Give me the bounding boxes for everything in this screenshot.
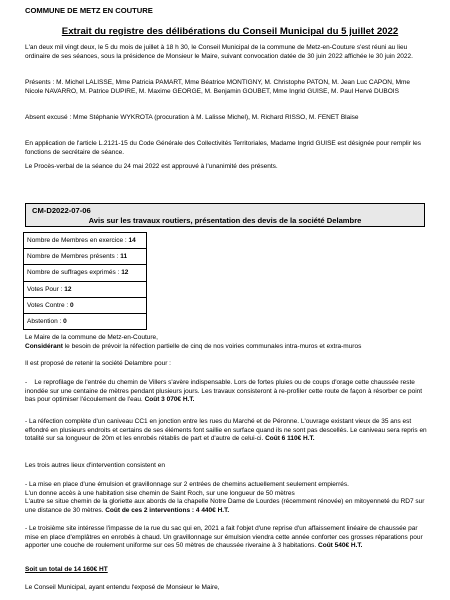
secretary-paragraph: En application de l'article L.2121-15 du Code Générale des Collectivités Territoriales, Madame Ingrid GUISE est désignée pour remplir les fonctions de secrétaire de séance.: [25, 140, 422, 156]
document-title: Extrait du registre des délibérations du Conseil Municipal du 5 juillet 2022: [61, 26, 399, 37]
vote-cell: [24, 249, 147, 265]
table-row: [24, 281, 147, 297]
table-row: [24, 233, 147, 249]
presents-paragraph: Présents : M. Michel LALISSE, Mme Patricia PAMART, Mme Béatrice MONTIGNY, M. Christophe PATON, M. Jean Luc CAPON, Mme Nicole NAVARRO, M. Patrice DUPIRE, M. Maxime GEORGE, M. Benjamin GOUBET, Mme Ingrid GUISE, M. Paul Hervé DUBOIS: [25, 79, 411, 95]
proposal-paragraph: Il est proposé de retenir la société Delambre pour :: [25, 360, 171, 367]
commune-header: COMMUNE DE METZ EN COUTURE: [25, 6, 153, 15]
total-line: Soit un total de 14 160€ HT: [25, 566, 108, 573]
vote-value: 0: [70, 301, 74, 309]
vote-value: 11: [120, 253, 128, 261]
vote-cell: [24, 313, 147, 329]
item-3-text-c: L'autre se situe chemin de la gloriette aux abords de la chapelle Notre Dame de Lourdes (récemment rénovée) en mitoyenneté du RD7 sur une distance de 30 mètres.: [25, 498, 425, 514]
item-3-text-b: L'un donne accès à une habitation sise chemin de Saint Roch, sur une longueur de 50 mètres: [25, 489, 295, 497]
item-3-text-a: La mise en place d'une émulsion et gravillonnage sur 2 entrées de chemins actuellement seulement empierrés.: [28, 481, 349, 488]
table-row: [24, 265, 147, 281]
deliberation-subject: Avis sur les travaux routiers, présentation des devis de la société Delambre: [88, 216, 362, 225]
considering-text: le besoin de prévoir la réfection partielle de cinq de nos voiries communales intra-muros et extra-muros: [62, 342, 362, 350]
mayor-line: Le Maire de la commune de Metz-en-Couture,: [25, 334, 158, 341]
item-3-paragraph: - La mise en place d'une émulsion et gravillonnage sur 2 entrées de chemins actuellement seulement empierrés. L'un donne accès à une habitation sise chemin de Saint Roch, sur une longueur de 50 mètres L'autre se situe chemin de la gloriette aux abords de la chapelle Notre Dame de Lourdes (récemment rénovée) en mitoyenneté du RD7 sur une distance de 30 mètres. Coût de ces 2 interventions : 4 440€ H.T.: [25, 481, 425, 514]
table-row: [24, 249, 147, 265]
vote-label: Abstention :: [27, 318, 62, 326]
vote-table: [23, 232, 147, 330]
item-4-cost: Coût 540€ H.T.: [318, 542, 363, 550]
vote-cell: [24, 297, 147, 313]
item-1-cost: Coût 3 070€ H.T.: [144, 396, 195, 404]
deliberation-box: [25, 203, 425, 227]
item-3-cost: Coût de ces 2 interventions : 4 440€ H.T.: [105, 506, 230, 514]
item-2-cost: Coût 6 110€ H.T.: [265, 435, 315, 443]
table-row: [24, 313, 147, 329]
vote-cell: [24, 265, 147, 281]
mayor-paragraph: [25, 334, 427, 351]
considering-label: Considérant: [25, 342, 63, 350]
absents-paragraph: Absent excusé : Mme Stéphanie WYKROTA (procuration à M. Lalisse Michel), M. Richard RISSO, M. FENET Blaise: [25, 114, 359, 121]
closing-line: Le Conseil Municipal, ayant entendu l'exposé de Monsieur le Maire,: [25, 584, 220, 591]
intro-paragraph: L'an deux mil vingt deux, le 5 du mois de juillet à 18 h 30, le Conseil Municipal de la commune de Metz-en-Couture s'est réuni au lieu ordinaire de ses séances, sous la présidence de Monsieur le Maire, suivant convocation datée de 30 juin 2022 affichée le 30 juin 2022.: [25, 44, 413, 60]
vote-cell: [24, 233, 147, 249]
vote-label: Votes Pour :: [27, 285, 63, 293]
item-2-text: La réfection complète d'un caniveau CC1 en jonction entre les rues du Marché et de Péronne. L'ouvrage existant vieux de 35 ans est effondré en plusieurs endroits et certains de ses éléments font saillie en surface quand ils ne sont pas descellés. Le caniveau sera repris en totalité sur sa longueur de 20m et les enrobés rétablis de part et d'autre de celui-ci.: [25, 418, 427, 443]
item-3-heading: Les trois autres lieux d'intervention consistent en: [25, 462, 165, 469]
vote-label: Nombre de suffrages exprimés :: [27, 269, 120, 277]
vote-value: 12: [121, 269, 129, 277]
table-row: [24, 297, 147, 313]
vote-label: Nombre de Membres présents :: [27, 253, 119, 261]
item-4-paragraph: - Le troisième site intéresse l'impasse de la rue du sac qui en, 2021 a fait l'objet d'une reprise d'un affaissement linéaire de chaussée par mise en place d'emplâtres en enrobés à chaud. Un gravillonnage sur émulsion viendra cette année conforter ces grosses réparations pour apporter une couche de roulement uniforme sur ces 50 mètres de chaussée riveraine à 3 habitations. Coût 540€ H.T.: [25, 525, 423, 550]
item-4-text: Le troisième site intéresse l'impasse de la rue du sac qui en, 2021 a fait l'objet d'une reprise d'un affaissement linéaire de chaussée par mise en place d'emplâtres en enrobés à chaud. Un gravillonnage sur émulsion viendra cette année conforter ces grosses réparations pour apporter une couche de roulement uniforme sur ces 50 mètres de chaussée riveraine à 3 habitations.: [25, 525, 423, 550]
vote-value: 0: [63, 318, 67, 326]
vote-label: Nombre de Membres en exercice :: [27, 237, 127, 245]
item-1-paragraph: - Le reprofilage de l'entrée du chemin de Villers s'avère indispensable. Lors de fortes pluies ou de coups d'orage cette chaussée reste inondée sur une centaine de mètres pendant plusieurs jours. Les travaux consisteront à re-profiler cette route de façon à résorber ce point bas pour optimiser l'écoulement de l'eau. Coût 3 070€ H.T.: [25, 379, 423, 404]
deliberation-ref: CM-D2022-07-06: [32, 206, 91, 215]
item-1-text: Le reprofilage de l'entrée du chemin de Villers s'avère indispensable. Lors de fortes pluies ou de coups d'orage cette chaussée reste inondée sur une centaine de mètres pendant plusieurs jours. Les travaux consisteront à re-profiler cette route de façon à résorber ce point bas pour optimiser l'écoulement de l'eau.: [25, 379, 423, 404]
minutes-paragraph: Le Procès-verbal de la séance du 24 mai 2022 est approuvé à l'unanimité des présents.: [25, 163, 278, 170]
vote-value: 14: [128, 237, 136, 245]
item-2-paragraph: - La réfection complète d'un caniveau CC1 en jonction entre les rues du Marché et de Péronne. L'ouvrage existant vieux de 35 ans est effondré en plusieurs endroits et certains de ses éléments font saillie en surface quand ils ne sont pas descellés. Le caniveau sera repris en totalité sur sa longueur de 20m et les enrobés rétablis de part et d'autre de celui-ci. Coût 6 110€ H.T.: [25, 418, 427, 443]
vote-cell: [24, 281, 147, 297]
vote-value: 12: [64, 285, 72, 293]
vote-label: Votes Contre :: [27, 301, 69, 309]
